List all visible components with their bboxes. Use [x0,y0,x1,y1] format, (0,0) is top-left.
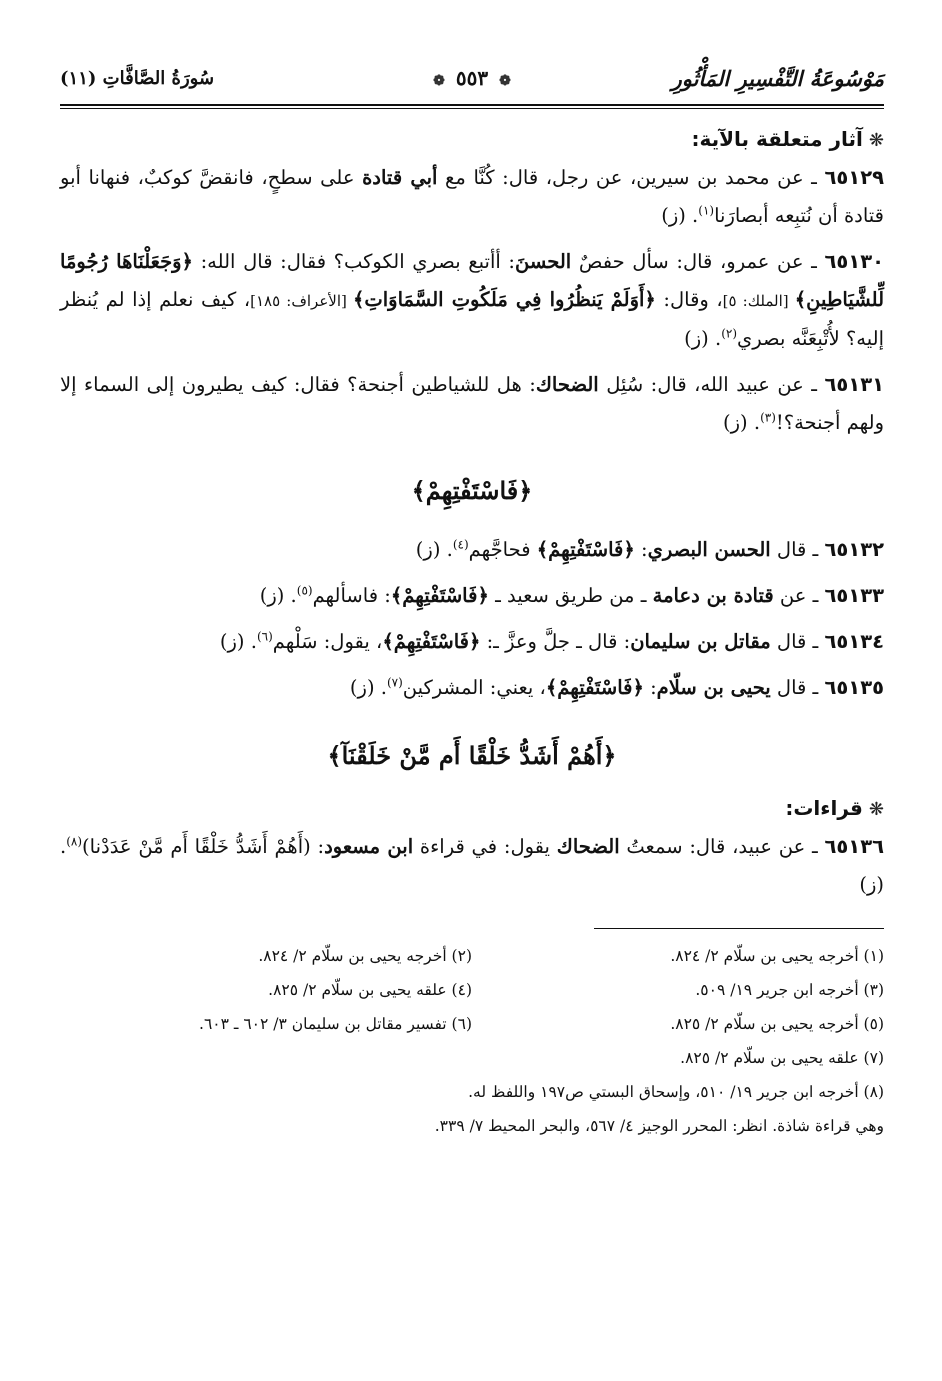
athar-text: على سطحٍ، فانقضَّ كوكبٌ، فنهانا أبو قتادة أن نُتبِعه أبصارَنا [60,166,884,227]
footnote-row [60,973,884,1007]
athar-text: ، يعني: المشركين [402,676,546,699]
athar-end: . (ز) [415,538,453,561]
quran-quote: ﴿فَاسْتَفْتِهِمْ﴾ [382,630,481,653]
quran-quote: ﴿فَاسْتَفْتِهِمْ﴾ [536,538,635,561]
flower-icon: ❋ [868,799,884,820]
narrator-name: يحيى بن سلّام [656,676,771,699]
athar-text: ـ عن عمرو، قال: سأل حفصٌ [571,250,825,273]
athar-end: . (ز) [219,630,257,653]
footnote-2: (٢) أخرجه يحيى بن سلّام ٢/ ٨٢٤. [258,947,472,965]
athar-text: فحاجَّهم [468,538,537,561]
footnote-marker: (٦) [256,629,273,644]
athar-text: ـ قال [770,630,825,653]
athar-text: : فاسألهم [312,584,391,607]
athar-end: . (ز) [259,584,297,607]
footnote-marker: (٤) [452,537,469,552]
ornament-icon: ❁ [499,73,511,89]
footnote-row [60,1041,884,1075]
ayah-heading-1: ﴿فَاسْتَفْتِهِمْ﴾ [411,476,533,505]
athar-text: ـ من طريق سعيد ـ [488,584,653,607]
footnote-6: (٦) تفسير مقاتل بن سليمان ٣/ ٦٠٢ ـ ٦٠٣. [199,1015,472,1033]
athar-number: ٦٥١٣٠ [824,250,885,273]
footnote-marker: (٧) [386,675,403,690]
page-header [60,60,884,102]
athar-end: . (ز) [661,204,699,227]
narrator-name: قتادة بن دعامة [652,584,774,607]
athar-text: ـ عن عبيد، قال: سمعتُ [619,835,825,858]
quran-quote: ﴿فَاسْتَفْتِهِمْ﴾ [545,676,644,699]
athar-end: . (ز) [349,676,387,699]
athar-text: ـ عن عبيد الله، قال: سُئِل [598,373,825,396]
athar-end: . (ز) [723,411,761,434]
footnotes [60,939,884,1143]
athar-65129 [60,159,884,235]
footnote-marker: (٢) [721,326,738,341]
ayah-heading-2: ﴿أَهُمْ أَشَدُّ خَلْقًا أَم مَّنْ خَلَقْنَآ﴾ [327,741,617,770]
athar-number: ٦٥١٢٩ [824,166,885,189]
narrator-name: أبي قتادة [362,166,438,189]
footnote-3: (٣) أخرجه ابن جرير ١٩/ ٥٠٩. [695,981,884,999]
footnote-8: (٨) أخرجه ابن جرير ١٩/ ٥١٠، وإسحاق البستي ص١٩٧ واللفظ له. [468,1083,884,1101]
narrator-name: الحسنَ [515,250,572,273]
flower-icon: ❋ [868,130,884,151]
athar-text: : [634,538,648,561]
narrator-name: ابن مسعود [324,835,414,858]
athar-65132 [60,531,884,569]
quran-quote: ﴿أَوَلَمْ يَنظُرُوا فِي مَلَكُوتِ السَّمَاوَاتِ﴾ [352,288,656,311]
footnote-4: (٤) علقه يحيى بن سلّام ٢/ ٨٢٥. [268,981,472,999]
section-heading-text: آثار متعلقة بالآية: [691,127,863,151]
narrator-name: مقاتل بن سليمان [630,630,771,653]
book-title: مَوْسُوعَةُ التَّفْسِيرِ المَأْثُورِ [671,66,884,91]
quran-reference: [الملك: ٥] [722,292,795,310]
footnote-row [60,1075,884,1109]
footnote-row [60,1007,884,1041]
athar-text: ـ قال [770,538,825,561]
athar-text: : هل للشياطين أجنحة؟ فقال: كيف يطيرون إلى السماء إلا ولهم أجنحة؟! [60,373,884,434]
footnote-row [60,1109,884,1143]
athar-65134 [60,623,884,661]
athar-number: ٦٥١٣١ [824,373,884,396]
quran-quote: ﴿فَاسْتَفْتِهِمْ﴾ [390,584,489,607]
quran-quote: ﴿وَجَعَلْنَاهَا رُجُومًا لِّلشَّيَاطِينِ﴾ [60,250,885,311]
page-number: ٥٥٣ [455,66,489,90]
section-heading-qiraat [60,796,884,820]
athar-text: ، يقول: سَلْهم [272,630,383,653]
section-heading-athar [60,127,884,151]
narrator-name: الضحاك [556,835,620,858]
athar-text: : (أَهُمْ أَشَدُّ خَلْقًا أَم مَّنْ عَدَدْنا) [82,835,325,858]
footnote-rule [594,928,884,929]
narrator-name: الضحاك [535,373,599,396]
footnote-8-continued: وهي قراءة شاذة. انظر: المحرر الوجيز ٤/ ٥٦٧، والبحر المحيط ٧/ ٣٣٩. [434,1117,884,1135]
athar-text: يقول: في قراءة [413,835,557,858]
athar-65135 [60,669,884,707]
athar-text: ـ عن محمد بن سيرين، عن رجل، قال: كُنَّا مع [437,166,825,189]
athar-text: ، كيف نعلم إذا لم يُنظر إليه؟ لأُتْبِعَنَّه بصري [60,288,884,350]
athar-65130 [60,243,884,358]
footnote-5: (٥) أخرجه يحيى بن سلّام ٢/ ٨٢٥. [670,1015,884,1033]
page [60,60,884,1143]
athar-end: . (ز) [684,327,722,350]
athar-text: : أأتبع بصري الكوكب؟ فقال: قال الله: [192,250,516,273]
header-rule [60,104,884,109]
athar-number: ٦٥١٣٣ [824,584,884,607]
footnote-7: (٧) علقه يحيى بن سلّام ٢/ ٨٢٥. [680,1049,884,1067]
athar-end: . (ز) [60,835,884,896]
quran-reference: [الأعراف: ١٨٥] [250,292,353,310]
athar-number: ٦٥١٣٥ [824,676,884,699]
footnote-1: (١) أخرجه يحيى بن سلّام ٢/ ٨٢٤. [670,947,884,965]
athar-text: ـ عن [773,584,825,607]
footnote-marker: (١) [698,203,715,218]
page-number-block [429,66,515,90]
athar-65133 [60,577,884,615]
athar-65131 [60,366,884,442]
athar-number: ٦٥١٣٦ [824,835,885,858]
athar-text: ، وقال: [655,288,723,311]
athar-65136 [60,828,884,904]
athar-number: ٦٥١٣٢ [824,538,884,561]
ornament-icon: ❁ [433,73,445,89]
section-heading-text: قراءات: [785,796,863,820]
athar-number: ٦٥١٣٤ [824,630,884,653]
footnote-marker: (٨) [66,834,83,849]
footnote-marker: (٣) [760,410,776,425]
narrator-name: الحسن البصري [647,538,771,561]
sura-name: سُورَةُ الصَّافَّاتِ (١١) [60,68,215,89]
footnote-marker: (٥) [296,583,313,598]
footnote-row [60,939,884,973]
athar-text: : قال ـ جلَّ وعزَّ ـ: [480,630,631,653]
athar-text: ـ قال [770,676,825,699]
athar-text: : [643,676,657,699]
